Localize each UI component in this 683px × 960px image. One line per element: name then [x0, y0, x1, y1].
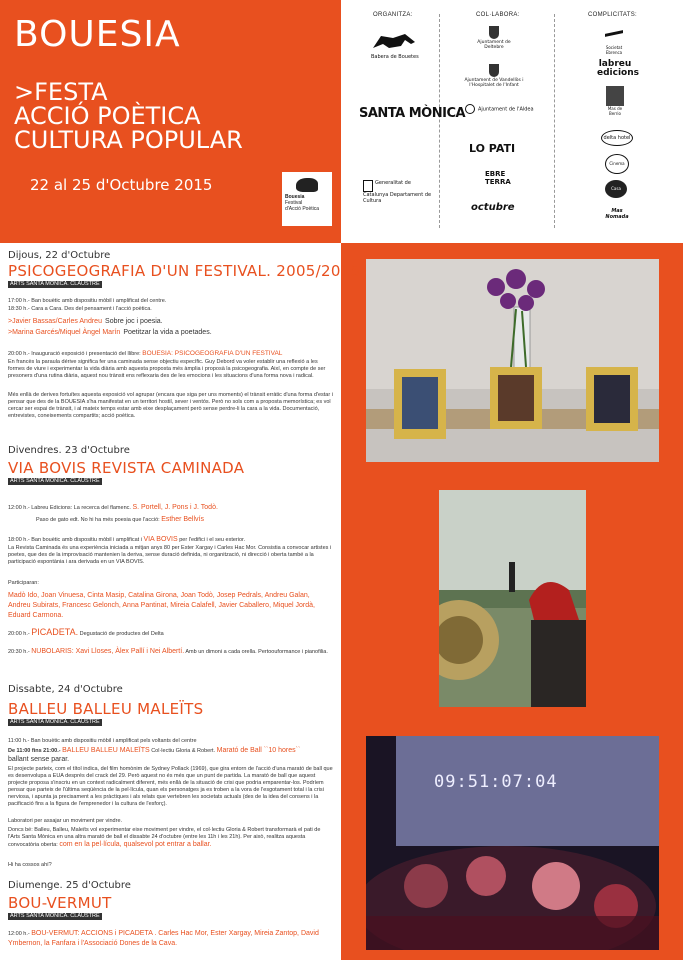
talk-title: Poetitzar la vida a poetades. [123, 329, 212, 336]
event-highlight: Marató de Ball ``10 hores`` [216, 747, 301, 754]
festival-dates: 22 al 25 d'Octubre 2015 [30, 176, 213, 194]
aldea-logo [465, 104, 535, 114]
speaker-name: >Marina Garcés/Miquel Àngel Marín [8, 329, 121, 336]
subtitle-line: ACCIÓ POÈTICA [14, 102, 201, 130]
horse-icon [371, 30, 419, 52]
event-highlight: VIA BOVIS [143, 536, 178, 543]
day-heading: Dijous, 22 d'Octubre [8, 250, 111, 261]
santamonica-logo: SANTA MÒNICA [359, 106, 466, 121]
event-line [8, 504, 333, 512]
event-line: ballant sense parar. [8, 756, 70, 763]
event-title: PSICOGEOGRAFIA D'UN FESTIVAL. 2005/2015 [8, 262, 361, 280]
event-time: 20:00 h.- Inauguració exposició i presentació del llibre: [8, 351, 141, 357]
vandellos-logo [463, 64, 525, 88]
venue-label: ARTS SANTA MÒNICA. CLAUSTRE [10, 478, 100, 484]
talk-title: Sobre joc i poesia. [105, 318, 163, 325]
shield-icon [489, 26, 499, 39]
speaker-name: Esther Bellvís [161, 516, 204, 523]
event-text: Degustació de productes del Delta [79, 631, 164, 637]
badge-line: d'Acció Poètica [285, 206, 320, 212]
organitza-label: ORGANITZA: [373, 12, 413, 18]
speaker-name: S. Portell, J. Pons i J. Todò. [132, 504, 218, 511]
event-description: En francès la paraula dérive significa fer una caminada sense objectiu específic. Guy Debord va voler establir una reflexió a les formes de viure i experimentar la vida diària amb aquesta proposta més àmplia i proposà la psicogeografia. Així, en compte de ser presoners d'una rutina diària, aquest nou trànsit ens reflexaria des de les emocions i les situacions d'una forma nova i radical. [8, 359, 326, 379]
event-description: La Revista Caminada és una experiència iniciada a mitjan anys 80 per Ester Xargay i Carles Hac Mor. Consistia a convocar artistes i poetes, que des de la improvisació mantenien la deriva, sense duració definida, ni organització, ni direcció i oberta també a la participació espontània i ara derivada en un VIA BOVIS. [8, 545, 332, 565]
complicitats-label: COMPLICITATS: [588, 12, 638, 18]
venue-label: ARTS SANTA MÒNICA. CLAUSTRE [10, 719, 100, 725]
event-line [8, 536, 333, 544]
logo-label: Generalitat de Catalunya Departament de Cultura [363, 180, 432, 204]
clock-display: 09:51:07:04 [434, 772, 558, 792]
logo-label: Mas de Berrio [607, 106, 623, 116]
ebreterra-logo: EBRE TERRA [485, 170, 511, 186]
divider [554, 14, 555, 228]
badge-line: Festival [285, 200, 303, 206]
event-time: De 11:00 fins 21:00.- [8, 748, 61, 754]
event-line [36, 516, 333, 524]
event-description: El projecte parteix, com el títol indica, del film homònim de Sydney Pollack (1969), que gira entorn de l'acció d'una marató de ball que es desenvolupa a EUA després del crack del 29. Però aquest no és més que un punt de partida. La marató de ball que aquest projecte proposa s'inscriu en un context radicalment diferent, més enllà de la situació de crisi que podria emparentar-los. Podríem pensar que parteix de l'última seqüència de la pel·lícula, quan els personatges ja es troben a la vora de l'esgotament total i la crisi nerviosa, i apunta ja precisament a les pràctiques i als relats que vertebren les societats actuals (des de la idea del consens i la pacificació fins a la figura de l'emprenedor i la cultura de l'esforç). [8, 766, 333, 807]
festival-header [0, 0, 341, 243]
event-highlight: PICADETA. [31, 627, 79, 637]
festival-badge [282, 172, 332, 226]
logo-label: Ajuntament de Deltebre [477, 40, 511, 50]
day-heading: Diumenge. 25 d'Octubre [8, 880, 131, 891]
badge-line: Bouesia [285, 194, 305, 200]
photo-exhibition [366, 259, 659, 462]
day-heading: Divendres. 23 d'Octubre [8, 445, 130, 456]
festival-subtitle [14, 80, 243, 152]
horse-logo-icon [296, 178, 318, 192]
participants-list: Madò Ido, Joan Vinuesa, Cinta Masip, Catalina Girona, Joan Todò, Josep Pedrals, Andreu Galan, Andreu Subirats, Francesc Gelonch, Anna Pantinat, Mireia Calafell, Javier Caballero, Miquel Jordà, Eduard Carmona. [8, 592, 315, 619]
divider [439, 14, 440, 228]
photo-icon [606, 86, 624, 106]
logo-label: Ajuntament de Vandellòs i l'Hospitalet de l'Infant [464, 78, 524, 88]
event-line: Hi ha cossos ahí? [8, 862, 52, 868]
event-text: Doncs bé: Balleu, Balleu, Maleïts vol experimentar eixe moviment per vindre, el col·lectiu Gloria & Robert transformarà el pati de l'Arts Santa Mònica en una altra marató de ball el dissabte 24 d'octubre (entre les 11h i les 21h). Per això, realitza aquesta convocatòria oberta: [8, 827, 321, 848]
book-title: BOUESIA: PSICOGEOGRAFIA D'UN FESTIVAL [142, 350, 283, 357]
deltebre-logo [469, 26, 519, 50]
logo-label: Societat Ebrenca [605, 45, 623, 55]
event-line [8, 629, 333, 638]
event-line [8, 318, 333, 326]
masdeberrio-logo [603, 86, 627, 116]
shield-icon [489, 64, 499, 77]
venue-label: ARTS SANTA MÒNICA. CLAUSTRE [10, 913, 100, 919]
logo-label: Ajuntament de l'Aldea [478, 106, 534, 113]
babera-logo [371, 30, 421, 60]
day-heading: Dissabte, 24 d'Octubre [8, 684, 123, 695]
event-description [8, 827, 333, 849]
deltahotel-logo: delta hotel [601, 130, 633, 146]
event-text: Col·lectiu Gloria & Robert. [151, 748, 216, 754]
generalitat-icon [363, 180, 373, 192]
participants-label: Participaran: [8, 580, 39, 586]
event-line [8, 929, 333, 949]
event-title: VIA BOVIS REVISTA CAMINADA [8, 459, 245, 477]
subtitle-line: CULTURA POPULAR [14, 126, 243, 154]
emblem-icon [465, 104, 475, 114]
event-text: Amb un dimoni a cada orella. Pertoouformance i pianofilia. [185, 649, 328, 655]
labreu-logo: labreu edicions [597, 59, 639, 78]
festival-title: BOUESIA [14, 14, 181, 55]
photo-dance-marathon [366, 736, 659, 950]
event-line: 18:30 h.- Cara a Cara. Des del pensament i l'acció poètica. [8, 306, 152, 312]
photo-brass-band [439, 490, 586, 707]
event-line: 11:00 h.- Ban bouètic amb dispositiu mòbil i amplificat pels voltants del centre [8, 738, 197, 744]
cinema-logo: Cinema [605, 154, 629, 174]
colabora-label: COL·LABORA: [476, 12, 520, 18]
event-line [8, 648, 333, 656]
event-line: 17:00 h.- Ban bouètic amb dispositiu mòbil i amplificat del centre. [8, 298, 167, 304]
event-text: Paso de gato edt. No hi ha més poesia que l'acció: [36, 517, 160, 523]
event-time: 12:00 h.- [8, 931, 30, 937]
speaker-name: >Javier Bassas/Carles Andreu [8, 318, 102, 325]
event-title: BOU-VERMUT [8, 894, 112, 912]
event-highlight: BOU-VERMUT: ACCIONS i PICADETA . Carles Hac Mor, Ester Xargay, Mireia Zantop, David Ymbernon, la Fanfara i l'Associació Dones de la Cava. [8, 930, 319, 947]
octubre-logo: octubre [471, 202, 515, 213]
event-title: BALLEU BALLEU MALEÏTS [8, 700, 204, 718]
event-highlight: com en la pel·lícula, qualsevol pot entrar a ballar. [59, 841, 212, 848]
event-time: 20:30 h.- [8, 649, 30, 655]
sponsors-panel [341, 0, 683, 243]
masnomada-logo: Mas Nomada [605, 208, 629, 220]
event-line: Laboratori per assajar un moviment per vindre. [8, 818, 123, 824]
event-line [8, 329, 333, 337]
event-line [8, 350, 333, 358]
casa-logo: Casa [605, 180, 627, 198]
societat-logo [599, 32, 629, 55]
generalitat-logo [363, 180, 435, 204]
event-text: 18:00 h.- Ban bouètic amb dispositiu mòbil i amplificat i [8, 537, 142, 543]
event-text: 12:00 h.- Labreu Edicions: La recerca del flamenc. [8, 505, 131, 511]
event-description: Més enllà de derives fortuïtes aquesta exposició vol agrupar (encara que siga per uns moments) el trànsit erràtic d'una forma d'estar i pensar que des de la BOUESIA s'ha manifestat en un territori hostil, sever i ventós. Però no sols com a proposta memorística; es vol cercar ser espai de trànsit, i al mateix temps estar amb eixe desplaçament però sense perdre-li la cara a la vida. Documentació, entrevistes, coneixements compartits; acció poètica. [8, 392, 333, 419]
subtitle-line: >FESTA [14, 78, 108, 106]
event-line [8, 747, 333, 755]
lopati-logo: LO PATI [469, 142, 516, 155]
venue-label: ARTS SANTA MÒNICA. CLAUSTRE [10, 281, 100, 287]
logo-label: Babera de Bouetes [371, 54, 419, 60]
performer-names: NUBOLARIS: Xavi Lloses, Àlex Pallí i Nei Albertí. [31, 648, 185, 655]
event-highlight: BALLEU BALLEU MALEÏTS [62, 747, 150, 754]
event-text: per l'edifici i el seu exterior. [179, 537, 246, 543]
event-time: 20:00 h.- [8, 631, 30, 637]
